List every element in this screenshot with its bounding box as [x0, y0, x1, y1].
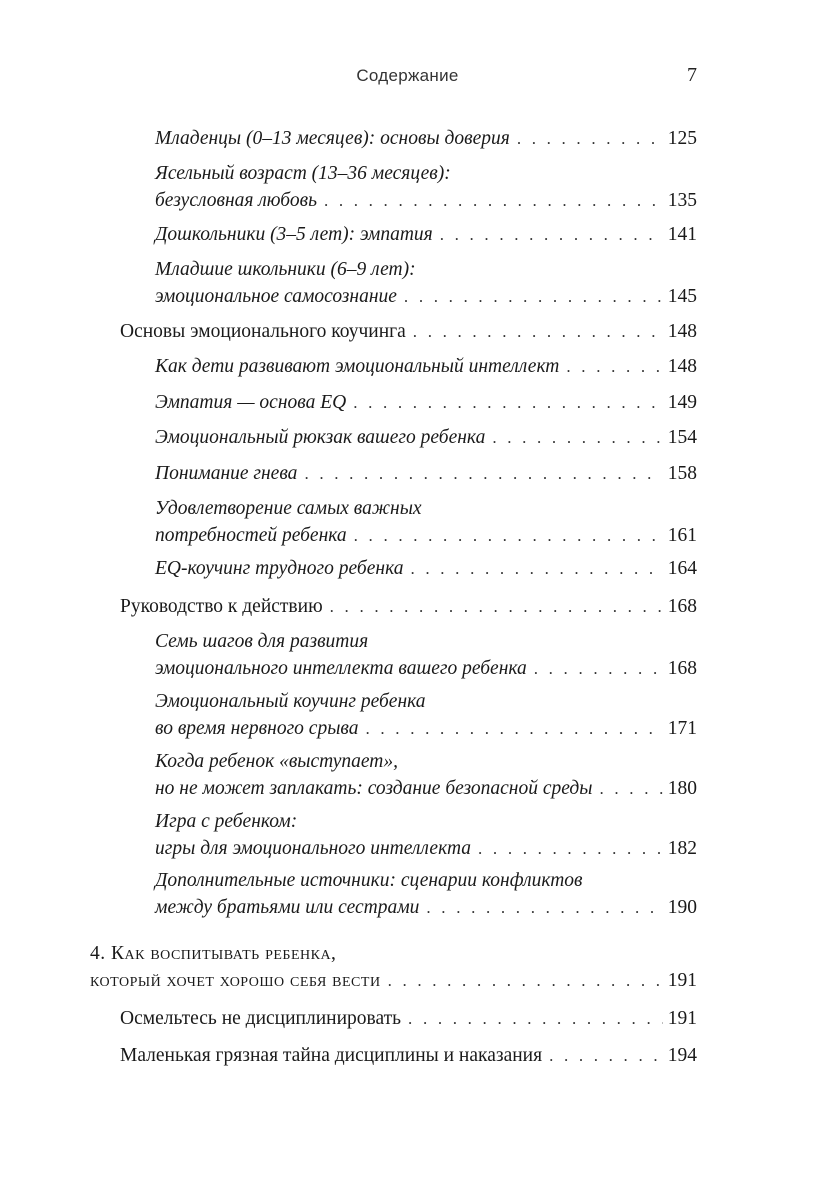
toc-entry[interactable] [120, 1042, 697, 1069]
dot-leader [304, 460, 662, 487]
toc-entry-page: 168 [667, 658, 697, 679]
toc-entry-title: Младшие школьники (6–9 лет): [155, 259, 416, 280]
toc-entry-page: 158 [667, 463, 697, 484]
dot-leader [324, 187, 663, 214]
toc-entry-page: 194 [667, 1045, 697, 1066]
dot-leader [410, 555, 662, 582]
toc-entry-title: Как дети развивают эмоциональный интеллект [155, 356, 560, 377]
toc-entry[interactable] [155, 867, 697, 921]
toc-entry-title: Основы эмоционального коучинга [120, 321, 406, 342]
toc-entry-title: Младенцы (0–13 месяцев): основы доверия [155, 128, 510, 149]
page-number: 7 [687, 64, 697, 86]
toc-entry-title-cont: во время нервного срыва [155, 718, 359, 739]
toc-entry-title-cont: игры для эмоционального интеллекта [155, 838, 472, 859]
running-head: Содержание [356, 66, 459, 85]
dot-leader [404, 283, 663, 310]
toc-entry-title: Удовлетворение самых важных [155, 498, 422, 519]
dot-leader [408, 1005, 663, 1032]
toc-entry-title-cont: эмоциональное самосознание [155, 286, 397, 307]
toc-entry-page: 168 [667, 596, 697, 617]
toc-entry-page: 182 [667, 838, 697, 859]
toc-entry-title: Руководство к действию [120, 596, 323, 617]
toc-entry[interactable] [155, 748, 697, 802]
toc-entry[interactable] [155, 424, 697, 451]
toc-entry[interactable] [155, 688, 697, 742]
toc-chapter-title-cont: который хочет хорошо себя вести [90, 970, 381, 991]
toc-entry-title: Дополнительные источники: сценарии конфликтов [155, 870, 583, 891]
toc-entry-title: Игра с ребенком: [155, 811, 298, 832]
toc-entry-title: Дошкольники (3–5 лет): эмпатия [155, 224, 433, 245]
toc-entry[interactable] [155, 460, 697, 487]
dot-leader [366, 715, 663, 742]
toc-entry[interactable] [155, 808, 697, 862]
toc-entry-page: 171 [667, 718, 697, 739]
toc-entry-title: Эмоциональный рюкзак вашего ребенка [155, 427, 486, 448]
dot-leader [566, 353, 662, 380]
dot-leader [330, 593, 663, 620]
toc-entry-title: Эмпатия — основа EQ [155, 392, 347, 413]
dot-leader [492, 424, 662, 451]
toc-entry-page: 125 [667, 128, 697, 149]
toc-entry-title-cont: безусловная любовь [155, 190, 317, 211]
toc-entry-title-cont: но не может заплакать: создание безопасной среды [155, 778, 593, 799]
dot-leader [517, 125, 663, 152]
toc-entry-title: Маленькая грязная тайна дисциплины и наказания [120, 1045, 543, 1066]
toc-chapter-title: 4. Как воспитывать ребенка, [90, 943, 337, 964]
toc-entry-page: 191 [667, 1008, 697, 1029]
dot-leader [426, 894, 662, 921]
toc-entry[interactable] [155, 221, 697, 248]
toc-entry[interactable] [155, 628, 697, 682]
toc-entry[interactable] [120, 318, 697, 345]
toc-entry-page: 148 [667, 321, 697, 342]
toc-entry-title: Осмельтесь не дисциплинировать [120, 1008, 402, 1029]
toc-entry[interactable] [120, 1005, 697, 1032]
toc-entry-title: Семь шагов для развития [155, 631, 369, 652]
toc-entry[interactable] [155, 125, 697, 152]
toc-entry-page: 191 [667, 970, 697, 991]
toc-entry-title: Ясельный возраст (13–36 месяцев): [155, 163, 451, 184]
toc-entry-page: 145 [667, 286, 697, 307]
toc-entry[interactable] [155, 160, 697, 214]
toc-entry[interactable] [155, 256, 697, 310]
dot-leader [478, 835, 663, 862]
toc-entry-title-cont: потребностей ребенка [155, 525, 347, 546]
dot-leader [353, 389, 663, 416]
toc-entry-page: 141 [667, 224, 697, 245]
toc-entry[interactable] [155, 389, 697, 416]
toc-entry-page: 135 [667, 190, 697, 211]
dot-leader [413, 318, 663, 345]
toc-entry-title: EQ-коучинг трудного ребенка [155, 558, 404, 579]
dot-leader [440, 221, 663, 248]
toc-entry-page: 164 [667, 558, 697, 579]
toc-entry-page: 149 [667, 392, 697, 413]
toc-entry-title: Когда ребенок «выступает», [155, 751, 399, 772]
toc-entry-title-cont: между братьями или сестрами [155, 897, 420, 918]
dot-leader [600, 775, 663, 802]
dot-leader [388, 967, 663, 994]
toc-entry-page: 190 [667, 897, 697, 918]
toc-entry[interactable] [120, 593, 697, 620]
toc-entry-page: 148 [667, 356, 697, 377]
toc-entry-page: 161 [667, 525, 697, 546]
toc-entry[interactable] [155, 555, 697, 582]
toc-entry-page: 180 [667, 778, 697, 799]
toc-entry[interactable] [155, 495, 697, 549]
toc-entry-title: Понимание гнева [155, 463, 298, 484]
toc-entry-title-cont: эмоционального интеллекта вашего ребенка [155, 658, 527, 679]
toc-entry[interactable] [155, 353, 697, 380]
dot-leader [549, 1042, 663, 1069]
toc-entry-title: Эмоциональный коучинг ребенка [155, 691, 426, 712]
dot-leader [534, 655, 663, 682]
dot-leader [354, 522, 663, 549]
toc-entry-page: 154 [667, 427, 697, 448]
toc-chapter-entry[interactable] [90, 940, 697, 994]
